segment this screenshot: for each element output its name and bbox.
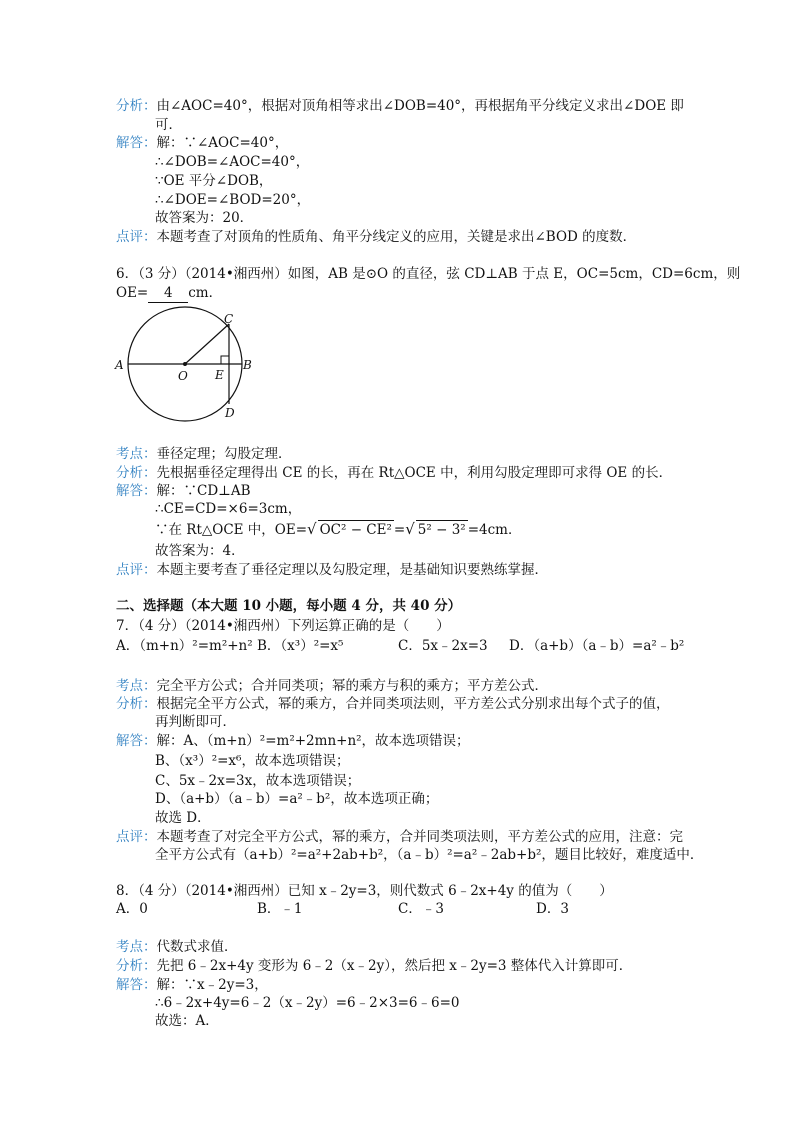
q6-analysis-text: 先根据垂径定理得出 CE 的长，再在 Rt△OCE 中，利用勾股定理即可求得 OE 的长． (156, 465, 673, 481)
label-b: B (243, 358, 252, 372)
q8-solution-line-2: ∴6﹣2x+4y=6﹣2（x﹣2y）=6﹣2×3=6﹣6=0 (155, 995, 460, 1011)
q7-analysis-text-1: 根据完全平方公式，幂的乘方，合并同类项法则，平方差公式分别求出每个式子的值， (156, 696, 670, 712)
q8-solution-text-1: 解：∵x﹣2y=3， (156, 977, 268, 993)
q5-solution-line-2: ∴∠DOB=∠AOC=40°， (155, 154, 310, 170)
q8-option-b: B．﹣1 (257, 901, 303, 917)
q6-solution-3-result: =4cm． (467, 522, 522, 538)
q6-solution-3-equals: = (393, 522, 406, 538)
solution-label: 解答： (116, 977, 157, 993)
q6-comment-text: 本题主要考查了垂径定理以及勾股定理，是基础知识要熟练掌握． (156, 562, 548, 578)
q6-kaodian-line (116, 445, 292, 463)
q5-analysis-line-2: 可． (155, 117, 182, 133)
q6-stem-prefix: OE= (116, 285, 149, 301)
solution-label: 解答： (116, 483, 157, 499)
analysis-label: 分析： (116, 465, 157, 481)
q7-solution-text-1: 解：A、（m+n）²=m²+2mn+n²，故本选项错误； (156, 733, 470, 749)
q6-solution-line-2: ∴CE=CD=×6=3cm， (155, 501, 302, 517)
q7-comment-text-1: 本题考查了对完全平方公式，幂的乘方，合并同类项法则，平方差公式的应用，注意：完 (156, 829, 683, 845)
q8-option-c: C．﹣3 (398, 901, 444, 917)
q5-analysis-text-1: 由∠AOC=40°，根据对顶角相等求出∠DOB=40°，再根据角平分线定义求出∠DOE 即 (156, 98, 684, 114)
q8-option-d: D．3 (536, 901, 569, 917)
analysis-label: 分析： (116, 696, 157, 712)
label-c: C (224, 312, 234, 326)
q6-radicand-1: OC² − CE² (319, 522, 392, 538)
q6-solution-text-1: 解：∵CD⊥AB (156, 483, 251, 499)
comment-label: 点评： (116, 562, 157, 578)
q6-stem-suffix: cm． (188, 285, 223, 301)
analysis-label: 分析： (116, 958, 157, 974)
q5-solution-text-1: 解：∵∠AOC=40°， (156, 135, 289, 151)
q8-analysis-text: 先把 6﹣2x+4y 变形为 6﹣2（x﹣2y），然后把 x﹣2y=3 整体代入计算即可． (156, 958, 633, 974)
q8-solution-line-3: 故选：A． (155, 1013, 219, 1029)
q5-comment-text: 本题考查了对顶角的性质角、角平分线定义的应用，关键是求出∠BOD 的度数． (156, 229, 637, 245)
q7-stem: 7．（4 分）（2014•湘西州）下列运算正确的是（ ） (116, 618, 450, 634)
q6-solution-line-3: ∵在 Rt△OCE 中，OE=√ OC² − CE² =√ 5² − 3² =4cm． (155, 520, 522, 538)
comment-label: 点评： (116, 829, 157, 845)
q6-radicand-2: 5² − 3² (417, 522, 466, 538)
q5-comment-line (116, 228, 636, 246)
q5-solution-line-3: ∵OE 平分∠DOB， (155, 173, 273, 189)
label-a: A (115, 358, 124, 372)
solution-label: 解答： (116, 733, 157, 749)
q7-kaodian-text: 完全平方公式；合并同类项；幂的乘方与积的乘方；平方差公式． (156, 678, 548, 694)
q7-solution-line-1 (116, 732, 470, 750)
kaodian-label: 考点： (116, 446, 157, 462)
q6-stem-line-2 (116, 284, 222, 303)
q7-option-c: C．5x﹣2x=3 (398, 638, 488, 654)
q7-option-d: D．（a+b）（a﹣b）=a²﹣b² (509, 638, 685, 654)
q6-stem-line-1: 6．（3 分）（2014•湘西州）如图，AB 是⊙O 的直径，弦 CD⊥AB 于点 E，OC=5cm，CD=6cm，则 (116, 266, 741, 282)
solution-label: 解答： (116, 135, 157, 151)
comment-label: 点评： (116, 229, 157, 245)
q5-analysis-line-1 (116, 97, 684, 115)
label-d: D (225, 406, 235, 420)
q8-stem: 8．（4 分）（2014•湘西州）已知 x﹣2y=3，则代数式 6﹣2x+4y 的值为（ ） (116, 883, 613, 899)
q7-option-a: A．（m+n）²=m²+n² (116, 638, 253, 654)
q7-solution-line-3: C、5x﹣2x=3x，故本选项错误； (155, 773, 361, 789)
q6-comment-line (116, 561, 548, 579)
kaodian-label: 考点： (116, 939, 157, 955)
q7-analysis-line-2: 再判断即可． (155, 714, 236, 730)
q7-comment-line-1 (116, 828, 683, 846)
q7-solution-line-4: D、（a+b）（a﹣b）=a²﹣b²，故本选项正确； (155, 791, 439, 807)
q6-solution-3-prefix: ∵在 Rt△OCE 中，OE= (155, 522, 308, 538)
q5-solution-line-4: ∴∠DOE=∠BOD=20°， (155, 192, 311, 208)
q5-solution-line-1 (116, 134, 288, 152)
q5-solution-line-5: 故答案为：20． (155, 210, 254, 226)
analysis-label: 分析： (116, 98, 157, 114)
kaodian-label: 考点： (116, 678, 157, 694)
q6-solution-line-4: 故答案为：4． (155, 543, 245, 559)
circle-figure (112, 305, 257, 425)
q8-analysis-line (116, 957, 632, 975)
q7-analysis-line-1 (116, 695, 670, 713)
q7-kaodian-line (116, 677, 548, 695)
q7-solution-line-2: B、（x³）²=x⁶，故本选项错误； (155, 753, 350, 769)
q7-comment-line-2: 全平方公式有（a+b）²=a²+2ab+b²，（a﹣b）²=a²﹣2ab+b²，题目比较好，难度适中． (155, 847, 704, 863)
label-e: E (215, 368, 224, 382)
q8-kaodian-line (116, 938, 238, 956)
q7-option-b: B．（x³）²=x⁵ (257, 638, 344, 654)
q8-kaodian-text: 代数式求值． (156, 939, 238, 955)
q6-answer-blank: 4 (148, 284, 188, 303)
label-o: O (178, 369, 188, 383)
q8-solution-line-1 (116, 976, 268, 994)
q6-analysis-line (116, 464, 672, 482)
q7-solution-line-5: 故选 D． (155, 810, 211, 826)
q6-solution-line-1 (116, 482, 251, 500)
q8-option-a: A．0 (116, 901, 148, 917)
section-2-title: 二、选择题（本大题 10 小题，每小题 4 分，共 40 分） (116, 598, 462, 614)
q6-kaodian-text: 垂径定理；勾股定理． (156, 446, 292, 462)
